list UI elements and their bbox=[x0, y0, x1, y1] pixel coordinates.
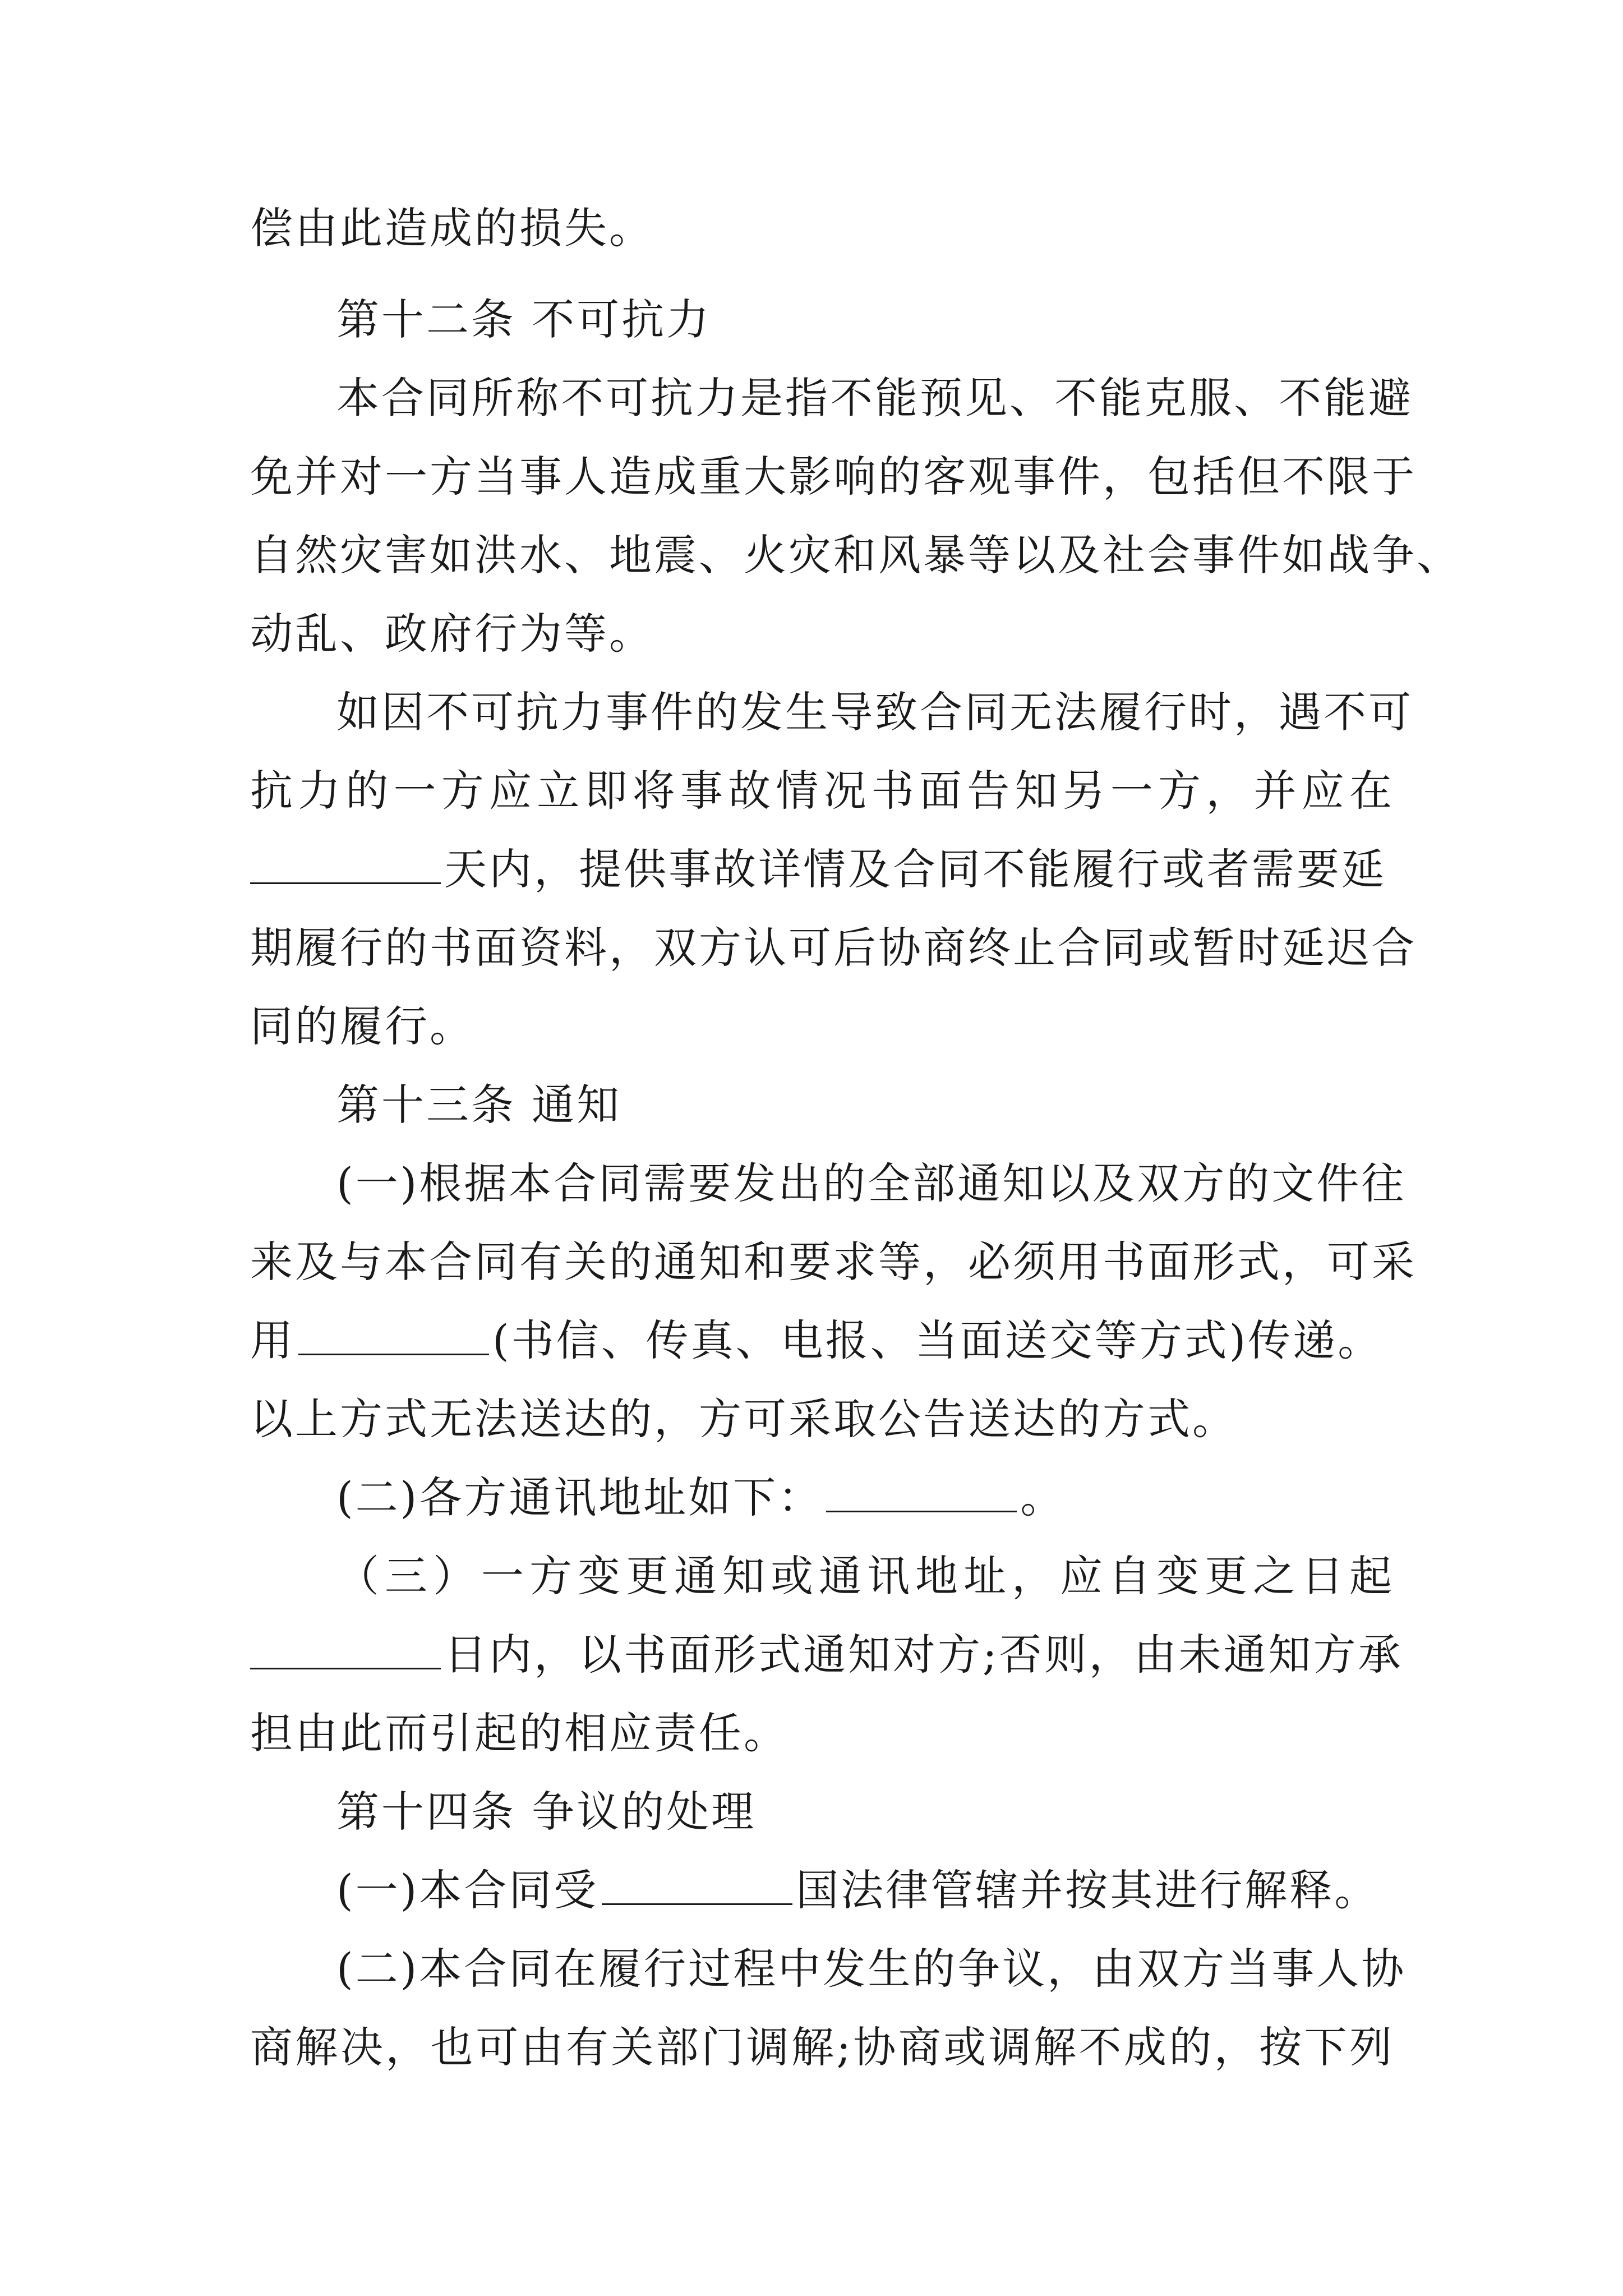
text-line: 免并对一方当事人造成重大影响的客观事件，包括但不限于 bbox=[250, 452, 1417, 501]
text-line: 如因不可抗力事件的发生导致合同无法履行时，遇不可 bbox=[336, 687, 1413, 737]
text-line: (一)根据本合同需要发出的全部通知以及双方的文件往 bbox=[336, 1158, 1407, 1208]
text-line: 自然灾害如洪水、地震、火灾和风暴等以及社会事件如战争、 bbox=[250, 530, 1461, 580]
text-segment: 天内，提供事故详情及合同不能履行或者需要延 bbox=[444, 844, 1386, 894]
fill-in-blank[interactable] bbox=[826, 1477, 1017, 1512]
text-line: （三）一方变更通知或通讯地址，应自变更之日起 bbox=[336, 1551, 1394, 1601]
text-line: 担由此而引起的相应责任。 bbox=[250, 1708, 789, 1758]
text-segment: (书信、传真、电报、当面送交等方式)传递。 bbox=[492, 1315, 1383, 1365]
text-segment: 用 bbox=[250, 1315, 295, 1365]
text-line: 期履行的书面资料，双方认可后协商终止合同或暂时延迟合 bbox=[250, 923, 1417, 973]
text-segment: (一)本合同受 bbox=[336, 1865, 599, 1915]
fill-in-blank[interactable] bbox=[250, 849, 441, 884]
fill-in-blank[interactable] bbox=[298, 1320, 489, 1355]
text-line bbox=[250, 839, 1394, 900]
text-line: 以上方式无法送达的，方可采取公告送达的方式。 bbox=[250, 1394, 1237, 1444]
fill-in-blank[interactable] bbox=[250, 1634, 441, 1669]
text-line bbox=[336, 1860, 1394, 1921]
text-line bbox=[250, 1310, 1394, 1372]
text-line: 本合同所称不可抗力是指不能预见、不能克服、不能避 bbox=[336, 373, 1413, 423]
article-12-heading: 第十二条 不可抗力 bbox=[336, 295, 712, 344]
text-segment: 日内，以书面形式通知对方;否则，由未通知方承 bbox=[444, 1630, 1403, 1680]
text-segment: 。 bbox=[1020, 1473, 1066, 1522]
text-line bbox=[336, 1467, 1394, 1529]
text-line: 来及与本合同有关的通知和要求等，必须用书面形式，可采 bbox=[250, 1237, 1417, 1287]
text-segment: 国法律管辖并按其进行解释。 bbox=[796, 1865, 1380, 1915]
text-line: 抗力的一方应立即将事故情况书面告知另一方，并应在 bbox=[250, 766, 1394, 816]
text-line: 动乱、政府行为等。 bbox=[250, 609, 654, 659]
text-segment: (二)各方通讯地址如下： bbox=[336, 1473, 823, 1522]
text-line: 同的履行。 bbox=[250, 1001, 474, 1051]
article-13-heading: 第十三条 通知 bbox=[336, 1080, 622, 1130]
text-line: 商解决，也可由有关部门调解;协商或调解不成的，按下列 bbox=[250, 2022, 1394, 2072]
text-line bbox=[250, 1624, 1403, 1686]
fill-in-blank[interactable] bbox=[602, 1870, 792, 1905]
article-14-heading: 第十四条 争议的处理 bbox=[336, 1787, 757, 1837]
text-line: 偿由此造成的损失。 bbox=[250, 203, 654, 253]
text-line: (二)本合同在履行过程中发生的争议，由双方当事人协 bbox=[336, 1944, 1407, 1994]
